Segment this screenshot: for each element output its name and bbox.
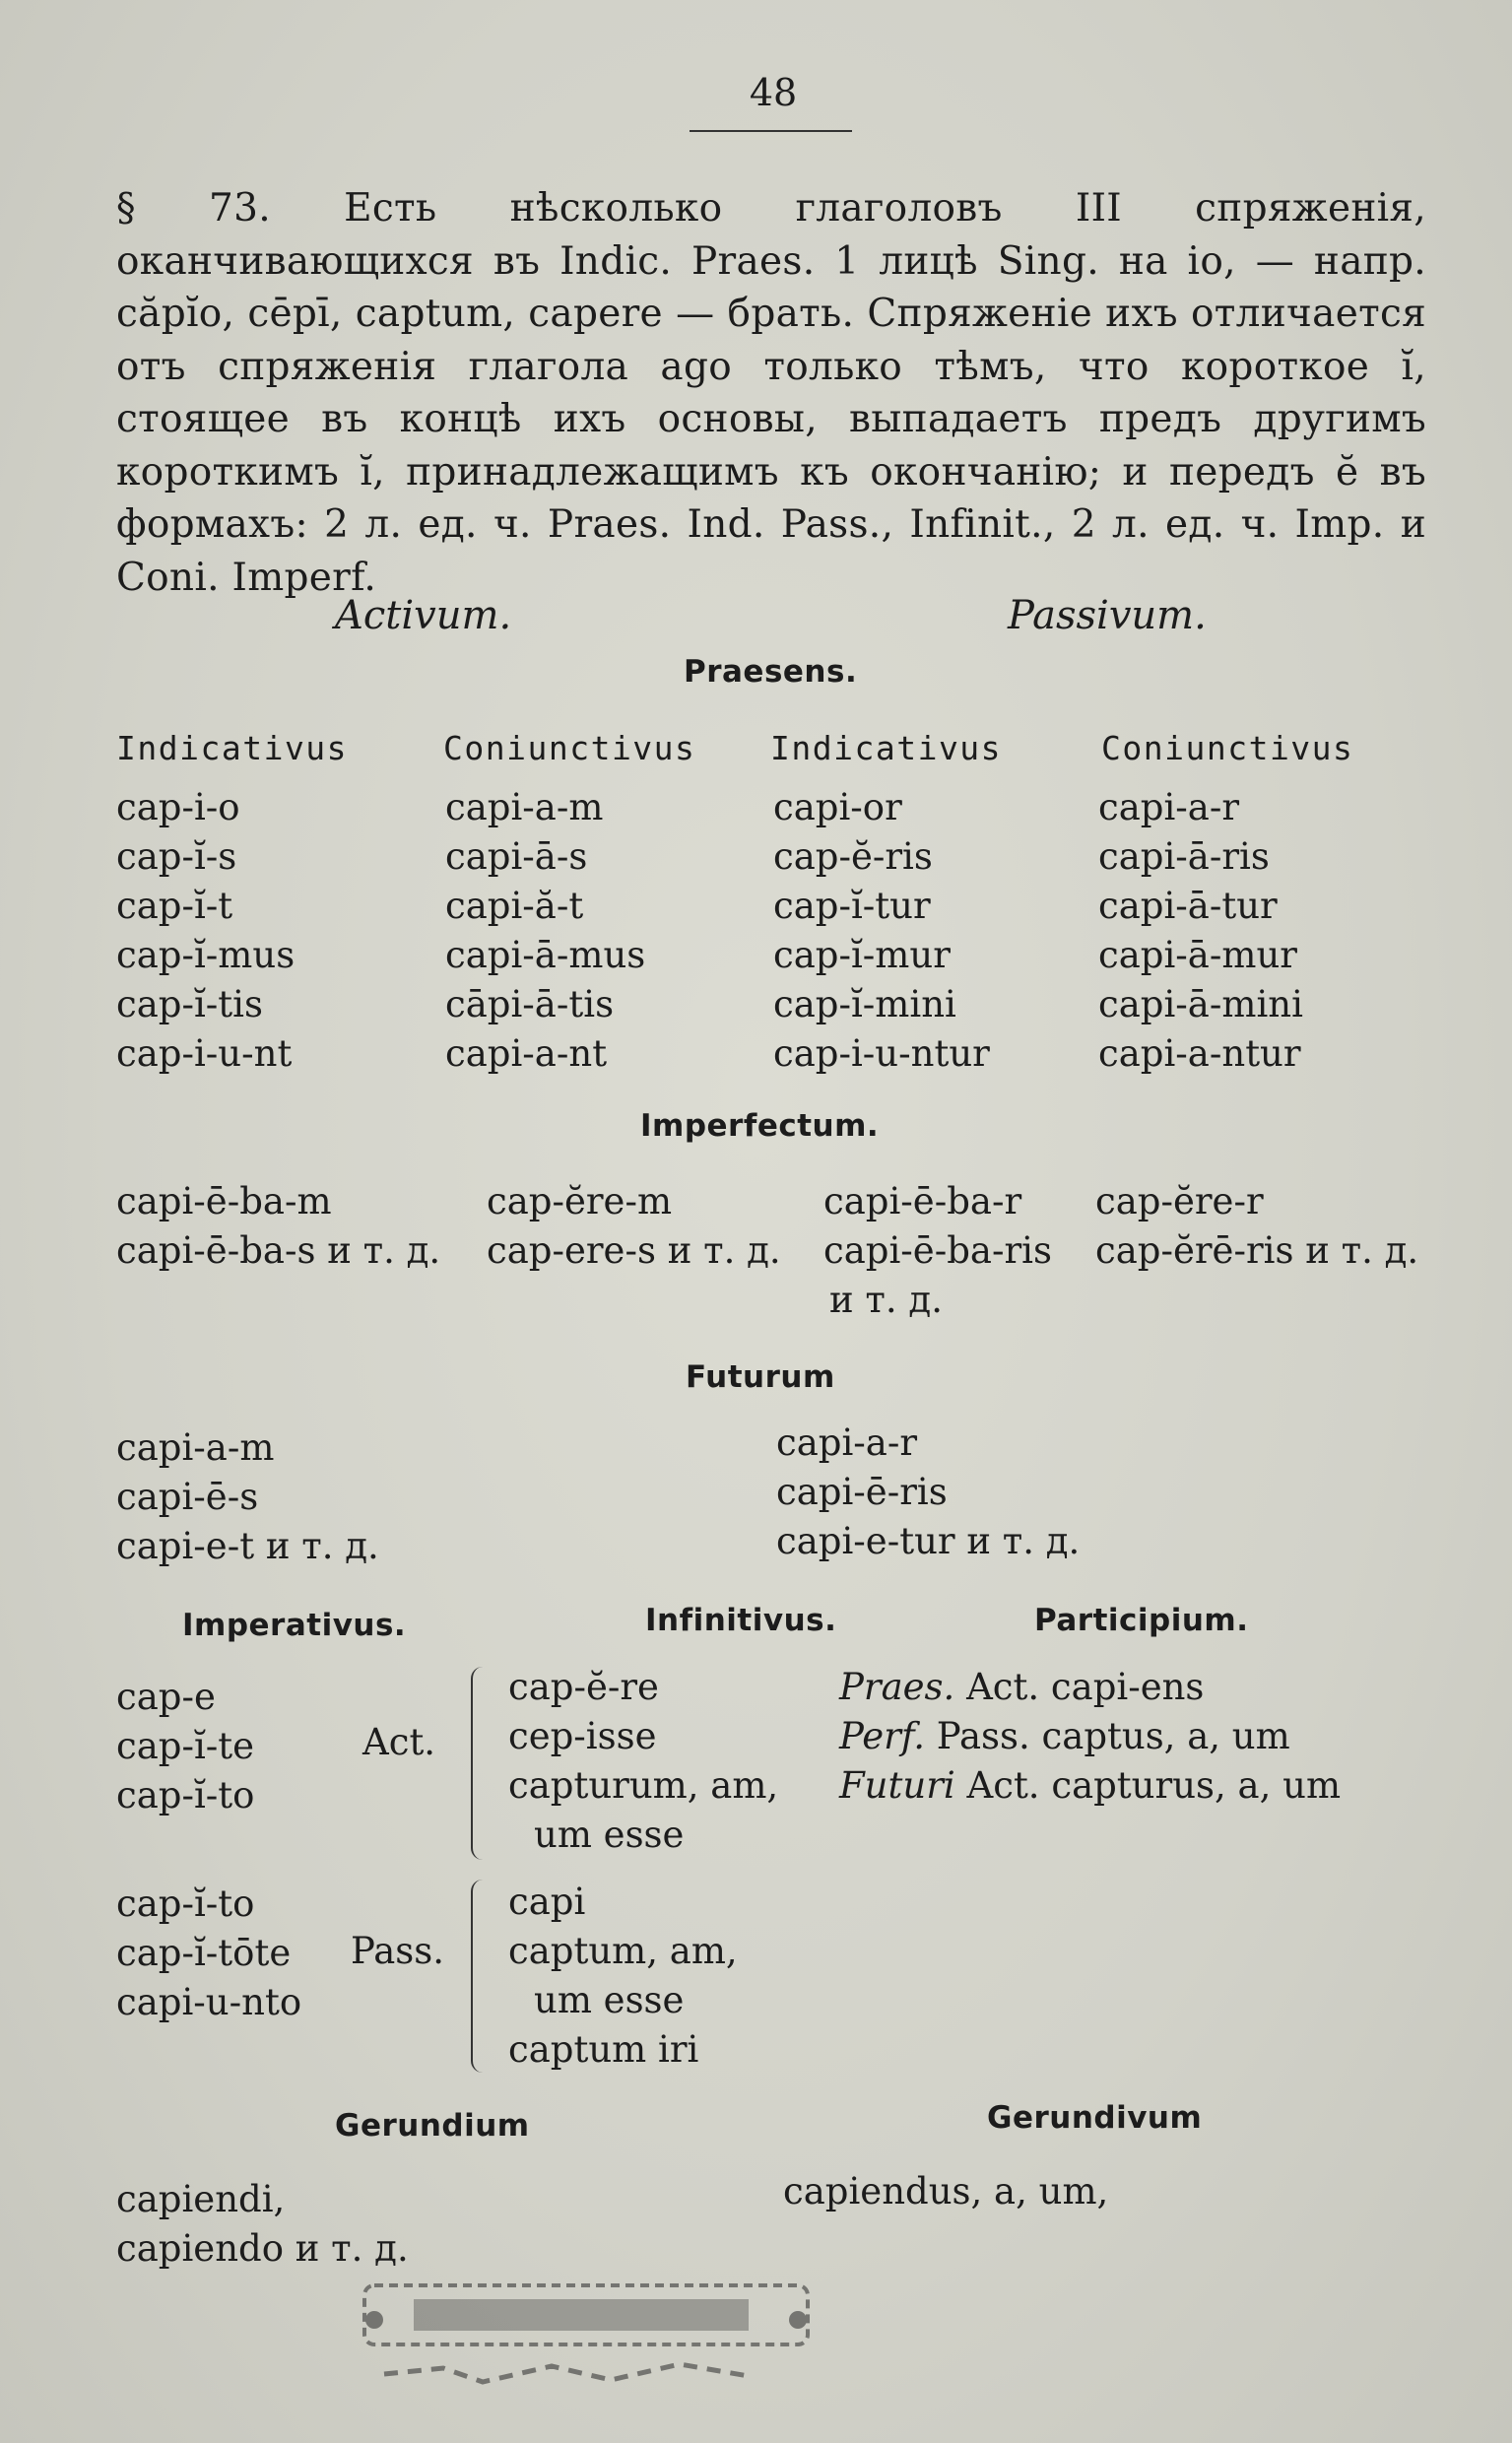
futurum-passive-column [776,1419,1080,1566]
verb-form: capi-a-m [445,786,604,828]
participle-tense: Perf. [839,1715,925,1757]
col-header-conj-act: Coniunctivus [443,729,696,767]
verb-form: capi-a-nt [445,1032,608,1075]
verb-form: capi-ă-t [445,885,584,927]
col-header-ind-pass: Indicativus [770,729,1003,767]
gerundivum-heading: Gerundivum [987,2100,1203,2136]
active-voice-heading: Activum. [335,593,512,638]
futurum-heading: Futurum [686,1359,835,1395]
verb-form: cap-i-o [116,786,240,828]
verb-form: capi-ā-s [445,835,588,878]
library-stamp-icon [355,2266,818,2413]
participle-row [839,1761,1341,1811]
participle-voice: Act. [966,1666,1040,1708]
infinitivus-passive-column [508,1878,738,2075]
praesens-ind-act-column [116,783,295,1079]
participle-tense: Praes. [839,1666,955,1708]
participle-form: capturus, a, um [1051,1764,1342,1807]
verb-form: cap-ĕ-ris [773,835,933,878]
verb-form: cap-ĕrē-ris и т. д. [1095,1229,1419,1272]
passive-brace [471,1880,487,2073]
verb-form: capi-or [773,786,902,828]
verb-form: capi-ā-mini [1098,983,1303,1025]
verb-form: cep-isse [508,1715,657,1757]
verb-form: cap-e [116,1676,216,1718]
verb-form: capiendi, [116,2178,286,2220]
participle-tense: Futuri [839,1764,955,1807]
imperativus-act-label: Act. [362,1721,436,1763]
verb-form: cap-ĭ-mur [773,934,951,976]
verb-form: cap-ĕ-re [508,1666,659,1708]
intro-paragraph: § 73. Есть нѣсколько глаголовъ III спряженія, оканчивающихся въ Indic. Praes. 1 лицѣ Sing. на io, — напр. căpĭo, cēpī, captum, capere — брать. Спряженіе ихъ отличается отъ спряженія глагола ago только тѣмъ, что короткое ĭ, стоящее въ концѣ ихъ основы, выпадаетъ предъ другимъ короткимъ ĭ, принадлежащимъ къ окончанію; и передъ ĕ въ формахъ: 2 л. ед. ч. Praes. Ind. Pass., Infinit., 2 л. ед. ч. Imp. и Coni. Imperf. [116,186,1426,600]
imperativus-active-column [116,1673,254,1820]
verb-form: cap-ĭ-mini [773,983,956,1025]
imperativus-passive-column [116,1880,301,2027]
verb-form: cap-i-u-ntur [773,1032,990,1075]
verb-form: um esse [534,1979,685,2021]
verb-form: cap-ĭ-to [116,1882,255,1925]
verb-form: capiendus, a, um, [783,2170,1109,2212]
active-brace [471,1667,487,1860]
gerundium-heading: Gerundium [335,2108,530,2144]
col-header-conj-pass: Coniunctivus [1101,729,1354,767]
imperfectum-heading: Imperfectum. [640,1108,880,1144]
participle-form: captus, a, um [1041,1715,1290,1757]
verb-form: cap-ĭ-t [116,885,233,927]
verb-form: capi-ā-mus [445,934,646,976]
verb-form: cap-ĭ-tur [773,885,931,927]
participle-row [839,1712,1341,1761]
verb-form: cap-i-u-nt [116,1032,293,1075]
verb-form: cap-ĕre-m [487,1180,673,1222]
passive-voice-heading: Passivum. [1008,593,1207,638]
verb-form: capi-a-r [1098,786,1240,828]
verb-form: capiendo и т. д. [116,2227,409,2270]
verb-form: cap-ĭ-s [116,835,237,878]
verb-form: capi-a-r [776,1421,918,1464]
praesens-conj-pass-column [1098,783,1303,1079]
participium-heading: Participium. [1034,1603,1249,1638]
col-header-ind-act: Indicativus [116,729,349,767]
verb-form: cap-ĭ-tōte [116,1932,292,1974]
verb-form: capi-ā-ris [1098,835,1270,878]
verb-form: capi-ē-ba-m [116,1180,332,1222]
participle-row [839,1663,1341,1712]
praesens-ind-pass-column [773,783,990,1079]
verb-form: cap-ĭ-mus [116,934,296,976]
gerundium-column [116,2175,409,2274]
verb-form: и т. д. [829,1279,943,1321]
verb-form: capi-ē-ba-r [823,1180,1022,1222]
verb-form: capi-e-tur и т. д. [776,1520,1081,1562]
verb-form: capi-e-t и т. д. [116,1525,379,1567]
imperativus-pass-label: Pass. [351,1930,445,1972]
gerundivum-column [783,2167,1108,2216]
verb-form: capi [508,1881,586,1923]
verb-form: cāpi-ā-tis [445,983,615,1025]
verb-form: capi-ā-mur [1098,934,1297,976]
participle-form: capi-ens [1050,1666,1205,1708]
page-number: 48 [749,71,798,114]
verb-form: capi-ā-tur [1098,885,1278,927]
verb-form: captum iri [508,2028,699,2071]
verb-form: capi-u-nto [116,1981,302,2023]
verb-form: capi-ē-ris [776,1471,948,1513]
verb-form: cap-ĭ-te [116,1725,255,1767]
verb-form: capi-ē-s [116,1476,259,1518]
praesens-conj-act-column [445,783,645,1079]
verb-form: capi-ē-ba-ris [823,1229,1052,1272]
verb-form: cap-ĭ-tis [116,983,263,1025]
verb-form: capturum, am, [508,1764,779,1807]
verb-form: cap-ĭ-to [116,1774,255,1816]
verb-form: capi-a-ntur [1098,1032,1301,1075]
imperativus-heading: Imperativus. [182,1608,407,1643]
praesens-heading: Praesens. [684,654,858,690]
page-number-rule [690,130,852,132]
verb-form: um esse [534,1814,685,1856]
verb-form: capi-a-m [116,1426,275,1469]
participle-voice: Pass. [936,1715,1030,1757]
infinitivus-heading: Infinitivus. [645,1603,837,1638]
participle-voice: Act. [966,1764,1040,1807]
verb-form: captum, am, [508,1930,738,1972]
verb-form: cap-ĕre-r [1095,1180,1264,1222]
verb-form: cap-ere-s и т. д. [487,1229,781,1272]
futurum-active-column [116,1423,379,1571]
verb-form: capi-ē-ba-s и т. д. [116,1229,441,1272]
participium-column [839,1663,1341,1811]
infinitivus-active-column [508,1663,778,1860]
